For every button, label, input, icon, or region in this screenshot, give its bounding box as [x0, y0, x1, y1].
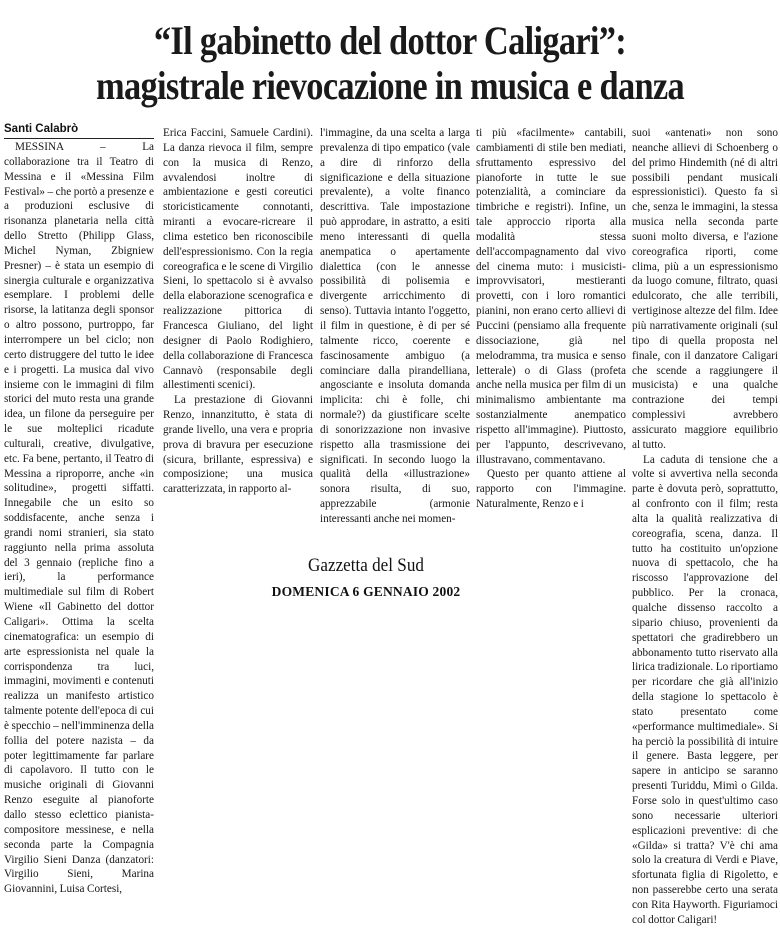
paragraph: Questo per quanto attiene al rapporto con l'immagine. Naturalmente, Renzo e i	[476, 468, 626, 511]
paragraph: MESSINA – La collaborazione tra il Teatro di Messina e il «Messina Film Festival» – che portò a presenze e a produzioni esclusive di risonanza planetaria nella città dello Stretto (Philipp Glass, Michel Nyman, Zbigniew Presner) – è stata un esempio di sinergia culturale e organizzativa esemplare. I problemi delle risorse, la latitanza degli sponsor o altro possono, purtroppo, far interrompere un bel ciclo; non certo distruggere del tutto le idee e i progetti. La musica dal vivo insieme con le immagini di film storici del muto resta una grande idea, un filone da perseguire per le sue molteplici ricadute culturali, creative, divulgative, etc. Fa bene, pertanto, il Teatro di Messina a riproporre, anche «in solitudine», progetti siffatti. Innegabile che un esito so soddisfacente, anche senza i grandi nomi stranieri, sia stato raggiunto nella prima assoluta del 3 gennaio (repliche fino a ieri), la performance multimediale sul film di Robert Wiene «Il Gabinetto del dottor Caligari». Ottima la scelta cinematografica: un esempio di arte espressionista nel quale la corrispondenza tra luci, immagini, movimenti e contenuti realizza un manifesto artistico talmente potente dell'epoca di cui è specchio – nell'imminenza della follia del potere nazista – da poter legittimamente far parlare di capolavoro. Il tutto con le musiche originali di Giovanni Renzo eseguite al pianoforte dallo stesso eclettico pianista-compositore messinese, e nella seconda parte la Compagnia Virgilio Sieni Danza (danzatori: Virgilio Sieni, Marina Giovannini, Luisa Cortesi,	[4, 141, 154, 896]
newspaper-name: Gazzetta del Sud	[308, 555, 424, 576]
article-column-4	[476, 126, 626, 551]
article-column-3	[320, 126, 470, 551]
source-box	[248, 553, 484, 613]
byline: Santi Calabrò	[4, 122, 154, 139]
publication-date: DOMENICA 6 GENNAIO 2002	[271, 584, 461, 599]
paragraph: La caduta di tensione che a volte si avvertiva nella seconda parte è dovuta però, soprattutto, al confronto con il film; resta alta la qualità realizzativa di coreografia, scena, danza. Il tutto ha costituito un'opzione nuova di spettacolo, che ha riscosso l'approvazione del pubblico. Per la cronaca, qualche dissenso raccolto a sipario chiuso, provenienti da spettatori che gradirebbero un abbonamento tutto riservato alla lirica tradizionale. Lo riportiamo per ricordare che già all'inizio della stagione lo spettacolo è stato presentato come «performance multimediale». Si ha perciò la possibilità di intuire il genere. Basta leggere, per sapere in anticipo se saranno presenti Turiddu, Mimì o Gilda. Forse solo in quest'ultimo caso sono necessarie ulteriori esplicazioni preventive: di che «Gilda» si tratta? V'è chi ama solo la creatura di Verdi e Piave, sfortunata figlia di Rigoletto, e non passerebbe certo una serata con Rita Hayworth. Figuriamoci col dottor Caligari!	[632, 453, 778, 926]
paragraph: suoi «antenati» non sono neanche allievi di Schoenberg o del primo Hindemith (né di altri possibili pendant musicali espressionistici). Questo fa sì che, senza le immagini, la stessa musica nella seconda parte suoni molto diversa, e l'azione coreografica riporti, come clima, più a un espressionismo da luogo comune, filtrato, quasi edulcorato, che alle terribili, vertiginose altezze del film. Idee più narrativamente originali (sul tipo di quella proposta nel finale, con il danzatore Caligari che scende a raggiungere il musicista) e una qualche contrazione dei tempi complessivi avrebbero assicurato maggiore equilibrio al tutto.	[632, 127, 778, 451]
paragraph: ti più «facilmente» cantabili, cambiamenti di stile ben mediati, sfruttamento espressivo del pianoforte in tutte le sue potenzialità, a cominciare da timbriche e registri). Infine, un tale approccio riporta alla modalità stessa dell'accompagnamento dal vivo del cinema muto: i musicisti-improvvisatori, mestieranti provetti, con i loro romantici pianini, non erano certo allievi di Puccini (pensiamo alla frequente dissociazione, già nel melodramma, tra musica e senso letterale) o di Glass (profeta anche nella musica per film di un minimalismo ambientante ma sostanzialmente anempatico rispetto all'immagine). Piuttosto, per l'appunto, descrivevano, illustravano, commentavano.	[476, 127, 626, 466]
article-column-2	[163, 126, 313, 551]
article-column-1	[4, 140, 154, 896]
headline-line-1: “Il gabinetto del dottor Caligari”:	[153, 18, 627, 63]
paragraph: Erica Faccini, Samuele Cardini). La danza rievoca il film, sempre con la musica di Renzo, avvalendosi inoltre di ambientazione e gesti coreutici storicisticamente connotanti, miranti a evocare-ricreare il clima estetico ben riconoscibile dell'espressionismo. Con la regia coreografica e le scene di Virgilio Sieni, lo spettacolo si è avvalso della elaborazione scenografica e realizzazione pittorica di Francesca Giuliano, del light designer di Paolo Rodighiero, della collaborazione di Francesca Cannavò (responsabile degli allestimenti scenici).	[163, 127, 313, 392]
article-column-5	[632, 126, 778, 926]
headline-line-2: magistrale rievocazione in musica e danza	[95, 63, 685, 108]
paragraph: La prestazione di Giovanni Renzo, innanzitutto, è stata di grande livello, una vera e propria prova di bravura per esecuzione (sicura, brillante, espressiva) e composizione; una musica caratterizzata, in rapporto al-	[163, 394, 313, 496]
paragraph: l'immagine, da una scelta a larga prevalenza di tipo empatico (vale a dire di rinforzo della significazione e della situazione prevalente), a volte financo descrittiva. Tale impostazione può approdare, in astratto, a esiti meno interessanti di quella anempatica o apertamente dialettica (con le annesse possibilità di polisemia e divergente arricchimento di senso). Tuttavia intanto l'oggetto, il film in questione, è di per sé talmente ricco, coerente e fascinosamente ambiguo (a cominciare dalla pirandelliana, angosciante e insoluta domanda implicita: chi è folle, chi normale?) da giustificare scelte di sonorizzazione non invasive rispetto alla trasmissione dei significati. In secondo luogo la qualità della «illustrazione» sonora risulta, di suo, apprezzabile (armonie interessanti anche nei momen-	[320, 127, 470, 525]
